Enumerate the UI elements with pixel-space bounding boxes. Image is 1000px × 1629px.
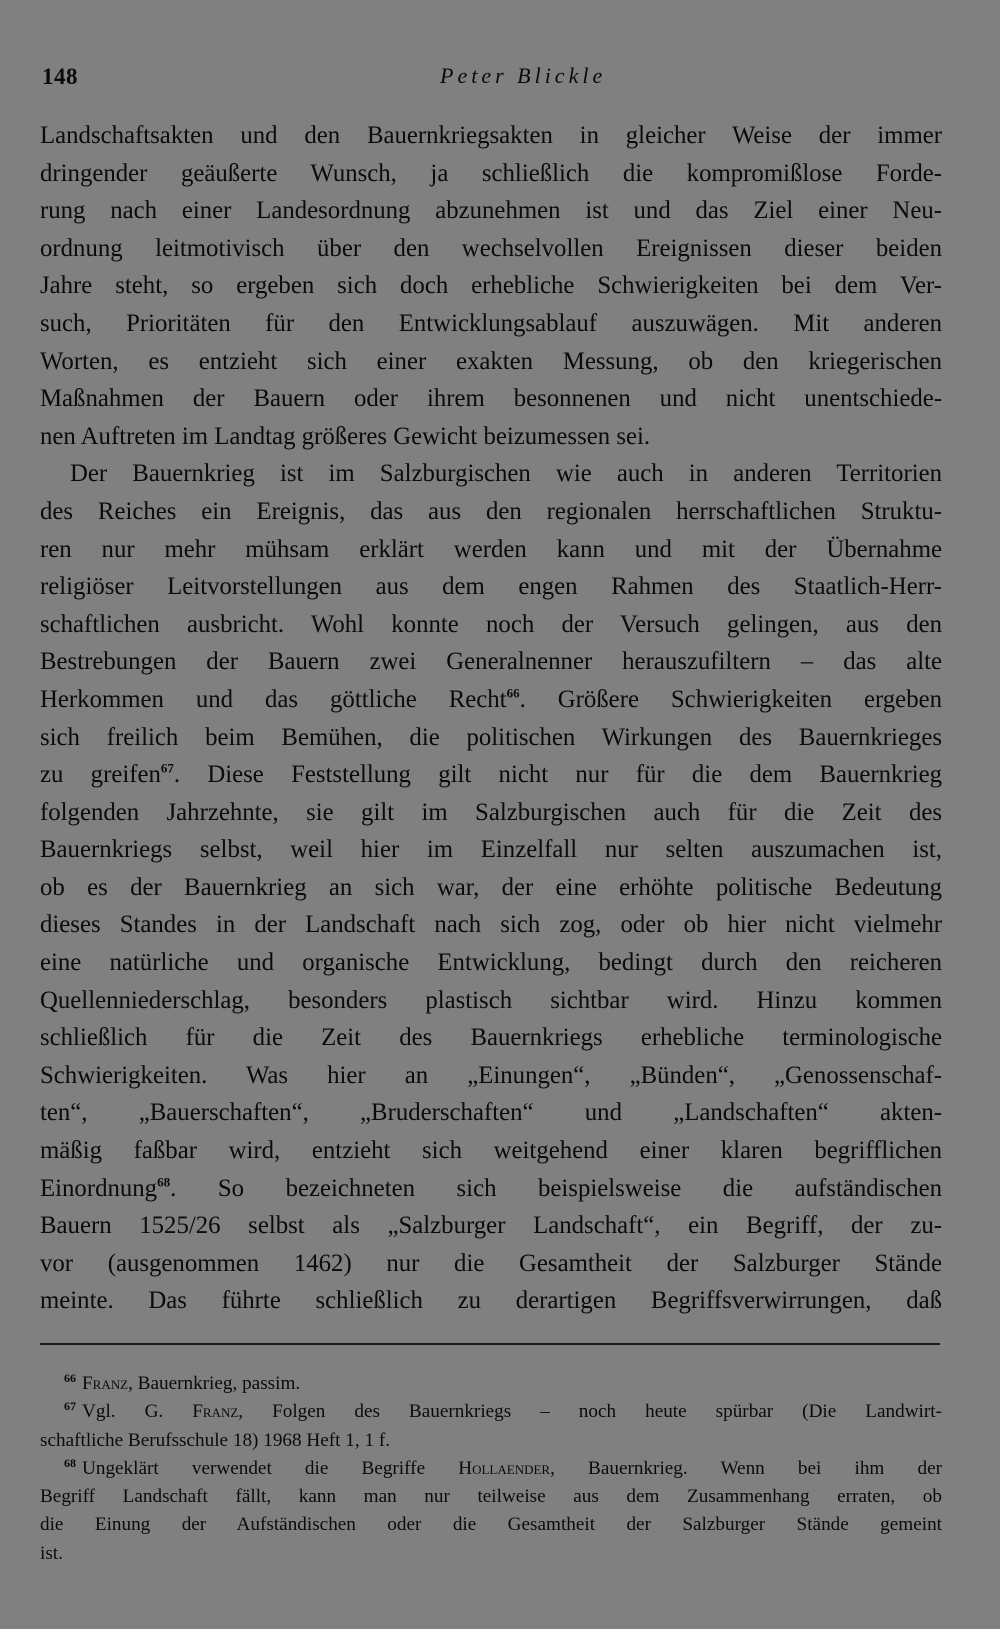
page-number: 148: [42, 64, 78, 89]
body-line: des Reiches ein Ereignis, das aus den regionalen herrschaftlichen Struktu-: [40, 497, 942, 525]
body-line: dringender geäußerte Wunsch, ja schließlich die kompromißlose Forde-: [40, 159, 942, 187]
body-line: Herkommen und das göttliche Recht$^{66}$. Größere Schwierigkeiten ergeben: [40, 685, 942, 713]
footnote-number: 66: [64, 1370, 76, 1385]
footnote-number: 68: [64, 1455, 76, 1470]
body-text: [40, 117, 942, 1320]
body-line: religiöser Leitvorstellungen aus dem engen Rahmen des Staatlich-Herr-: [40, 573, 942, 601]
footnote-66: $^{66}$ Franz, Bauernkrieg, passim.: [64, 1370, 301, 1394]
footnote-67-cont: schaftliche Berufsschule 18) 1968 Heft 1, 1 f.: [40, 1429, 391, 1451]
body-line: Schwierigkeiten. Was hier an „Einungen“, „Bünden“, „Genossenschaf-: [40, 1061, 942, 1089]
footnote-67: $^{67}$ Vgl. G. Franz, Folgen des Bauernkriegs – noch heute spürbar (Die Landwirt-: [64, 1398, 942, 1423]
body-line: Maßnahmen der Bauern oder ihrem besonnenen und nicht unentschiede-: [40, 385, 942, 413]
footnote-ref[interactable]: 68: [157, 1174, 171, 1190]
footnote-number: 67: [64, 1398, 76, 1413]
footnote-ref[interactable]: 66: [506, 685, 520, 701]
running-head: [40, 60, 940, 90]
body-line: ten“, „Bauerschaften“, „Bruderschaften“ und „Landschaften“ akten-: [40, 1099, 942, 1127]
footnote-ref[interactable]: 67: [160, 760, 174, 776]
body-line: sich freilich beim Bemühen, die politischen Wirkungen des Bauernkrieges: [40, 723, 942, 751]
footnote-68-cont: die Einung der Aufständischen oder die Gesamtheit der Salzburger Stände gemeint: [40, 1514, 942, 1536]
body-line: such, Prioritäten für den Entwicklungsablauf auszuwägen. Mit anderen: [40, 309, 942, 337]
body-line: dieses Standes in der Landschaft nach sich zog, oder ob hier nicht vielmehr: [40, 911, 942, 939]
body-line: Landschaftsakten und den Bauernkriegsakten in gleicher Weise der immer: [40, 122, 942, 149]
body-line: Bauernkriegs selbst, weil hier im Einzelfall nur selten auszumachen ist,: [40, 836, 942, 864]
body-line: vor (ausgenommen 1462) nur die Gesamtheit der Salzburger Stände: [40, 1249, 942, 1277]
running-head-author: Peter Blickle: [440, 63, 607, 88]
body-line: Der Bauernkrieg ist im Salzburgischen wie auch in anderen Territorien: [70, 460, 942, 488]
body-line: Jahre steht, so ergeben sich doch erhebliche Schwierigkeiten bei dem Ver-: [40, 272, 942, 300]
body-line: ren nur mehr mühsam erklärt werden kann und mit der Übernahme: [40, 535, 942, 563]
footnotes: [40, 1370, 942, 1568]
body-line: folgenden Jahrzehnte, sie gilt im Salzburgischen auch für die Zeit des: [40, 798, 942, 826]
body-line: ob es der Bauernkrieg an sich war, der eine erhöhte politische Bedeutung: [40, 873, 942, 901]
footnote-68-cont: Begriff Landschaft fällt, kann man nur teilweise aus dem Zusammenhang erraten, ob: [40, 1486, 942, 1508]
body-line: Bestrebungen der Bauern zwei Generalnenner herauszufiltern – das alte: [40, 648, 942, 676]
body-line: Worten, es entzieht sich einer exakten Messung, ob den kriegerischen: [40, 347, 942, 375]
body-line: meinte. Das führte schließlich zu derartigen Begriffsverwirrungen, daß: [40, 1287, 942, 1315]
body-line: mäßig faßbar wird, entzieht sich weitgehend einer klaren begrifflichen: [40, 1137, 942, 1165]
body-line: Quellenniederschlag, besonders plastisch sichtbar wird. Hinzu kommen: [40, 986, 942, 1014]
body-line: nen Auftreten im Landtag größeres Gewicht beizumessen sei.: [40, 422, 651, 450]
footnote-divider: [40, 1343, 940, 1345]
body-line: zu greifen$^{67}$. Diese Feststellung gilt nicht nur für die dem Bauernkrieg: [40, 760, 942, 789]
body-line: ordnung leitmotivisch über den wechselvollen Ereignissen dieser beiden: [40, 234, 942, 262]
body-line: rung nach einer Landesordnung abzunehmen ist und das Ziel einer Neu-: [40, 197, 942, 225]
body-line: eine natürliche und organische Entwicklung, bedingt durch den reicheren: [40, 949, 942, 977]
body-line: schließlich für die Zeit des Bauernkriegs erhebliche terminologische: [40, 1024, 942, 1052]
body-line: Einordnung$^{68}$. So bezeichneten sich beispielsweise die aufständischen: [40, 1174, 942, 1202]
footnote-68-cont: ist.: [40, 1542, 63, 1564]
body-line: schaftlichen ausbricht. Wohl konnte noch der Versuch gelingen, aus den: [40, 610, 942, 638]
body-line: Bauern 1525/26 selbst als „Salzburger Landschaft“, ein Begriff, der zu-: [40, 1212, 942, 1240]
footnote-68: $^{68}$ Ungeklärt verwendet die Begriffe Hollaender, Bauernkrieg. Wenn bei ihm der: [64, 1455, 942, 1479]
